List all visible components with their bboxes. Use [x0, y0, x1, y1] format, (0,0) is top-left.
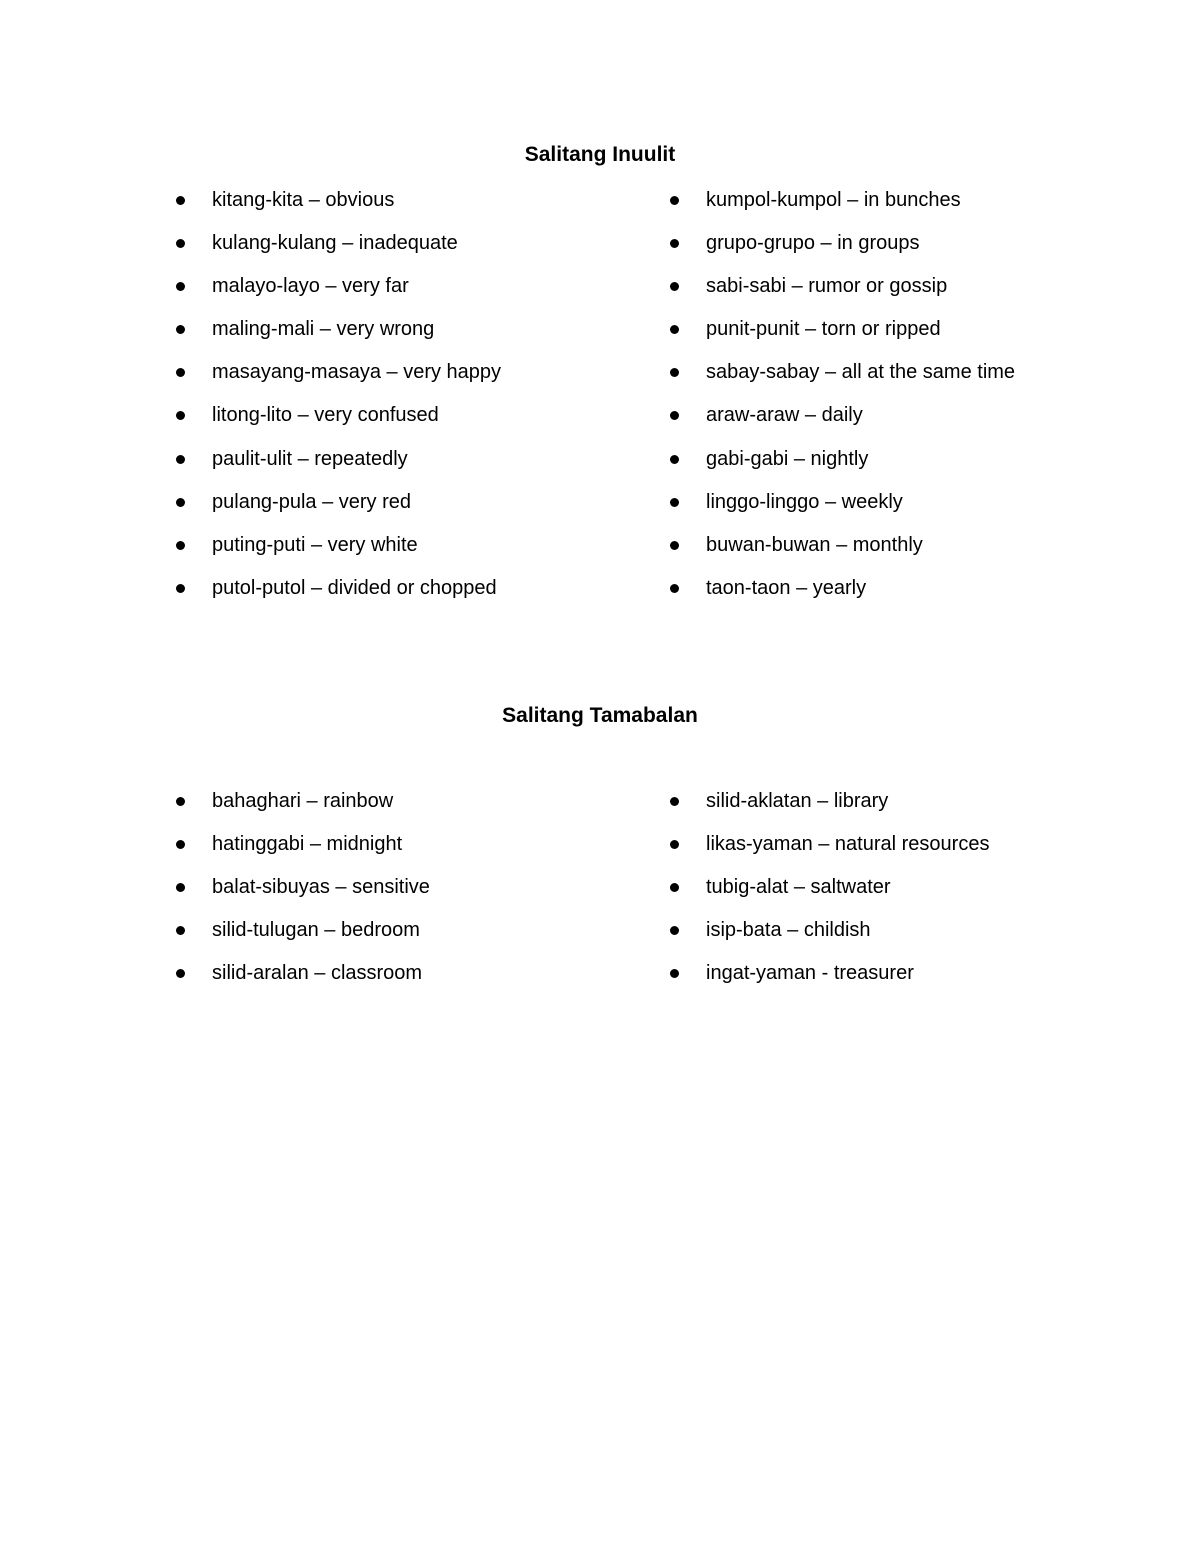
- list-item-text: buwan-buwan – monthly: [706, 533, 923, 556]
- list-item-text: grupo-grupo – in groups: [706, 232, 920, 255]
- list-item-text: maling-mali – very wrong: [212, 318, 435, 341]
- bullet-icon: [176, 883, 185, 892]
- list-item: [176, 229, 501, 272]
- list-item-text: kumpol-kumpol – in bunches: [706, 189, 961, 211]
- bullet-icon: [670, 411, 679, 420]
- list-item-text: litong-lito – very confused: [212, 404, 439, 427]
- list-item-text: putol-putol – divided or chopped: [212, 576, 497, 599]
- list-item: [176, 787, 430, 830]
- list-item: [670, 358, 1015, 401]
- list-item-text: sabay-sabay – all at the same time: [706, 361, 1016, 384]
- list-item-text: silid-tulugan – bedroom: [212, 919, 420, 941]
- bullet-icon: [176, 584, 185, 593]
- bullet-icon: [176, 541, 185, 550]
- list-item-text: isip-bata – childish: [706, 919, 871, 941]
- list-item: [176, 186, 501, 229]
- list-item: [176, 959, 430, 1002]
- list-item-text: kulang-kulang – inadequate: [212, 232, 458, 255]
- list-item-text: punit-punit – torn or ripped: [706, 318, 941, 341]
- list-item-text: gabi-gabi – nightly: [706, 447, 869, 470]
- list-item-text: paulit-ulit – repeatedly: [212, 447, 408, 470]
- list-item: [176, 401, 501, 444]
- list-item: [176, 830, 430, 873]
- bullet-icon: [670, 325, 679, 334]
- list-item: [670, 959, 989, 1002]
- list-item-text: silid-aklatan – library: [706, 790, 889, 812]
- list-item: [670, 315, 1015, 358]
- list-item-text: sabi-sabi – rumor or gossip: [706, 275, 948, 298]
- bullet-icon: [670, 239, 679, 248]
- list-item: [670, 916, 989, 959]
- list-item: [670, 531, 1015, 574]
- bullet-icon: [670, 926, 679, 935]
- list-item: [670, 229, 1015, 272]
- list-item: [670, 186, 1015, 229]
- bullet-icon: [176, 196, 185, 205]
- list-item-text: hatinggabi – midnight: [212, 833, 403, 855]
- list-item-text: linggo-linggo – weekly: [706, 490, 903, 513]
- bullet-icon: [670, 840, 679, 849]
- list-item: [176, 488, 501, 531]
- bullet-icon: [670, 883, 679, 892]
- list-item: [670, 830, 989, 873]
- bullet-icon: [176, 325, 185, 334]
- list-item: [176, 531, 501, 574]
- bullet-icon: [176, 455, 185, 464]
- word-list-left: [176, 186, 501, 617]
- bullet-icon: [176, 498, 185, 507]
- list-item-text: likas-yaman – natural resources: [706, 833, 990, 855]
- section-heading: Salitang Inuulit: [524, 143, 676, 166]
- list-item-text: taon-taon – yearly: [706, 576, 867, 599]
- list-item-text: araw-araw – daily: [706, 404, 863, 427]
- list-item: [670, 401, 1015, 444]
- list-item-text: ingat-yaman - treasurer: [706, 962, 914, 984]
- bullet-icon: [670, 196, 679, 205]
- list-item: [670, 574, 1015, 617]
- bullet-icon: [670, 455, 679, 464]
- list-item-text: bahaghari – rainbow: [212, 790, 394, 812]
- word-list-right: [670, 787, 989, 1002]
- bullet-icon: [670, 498, 679, 507]
- list-item: [176, 358, 501, 401]
- bullet-icon: [176, 239, 185, 248]
- list-item: [670, 873, 989, 916]
- bullet-icon: [176, 969, 185, 978]
- bullet-icon: [670, 584, 679, 593]
- list-item: [176, 272, 501, 315]
- list-item: [176, 873, 430, 916]
- bullet-icon: [670, 282, 679, 291]
- list-item: [670, 445, 1015, 488]
- bullet-icon: [176, 926, 185, 935]
- list-item-text: masayang-masaya – very happy: [212, 361, 502, 384]
- section-heading: Salitang Tamabalan: [502, 704, 698, 727]
- bullet-icon: [176, 797, 185, 806]
- list-item-text: kitang-kita – obvious: [212, 189, 395, 211]
- list-item: [176, 315, 501, 358]
- list-item: [670, 787, 989, 830]
- list-item-text: malayo-layo – very far: [212, 275, 409, 298]
- list-item: [670, 488, 1015, 531]
- list-item: [176, 916, 430, 959]
- list-item-text: puting-puti – very white: [212, 533, 418, 556]
- bullet-icon: [176, 411, 185, 420]
- list-item: [176, 445, 501, 488]
- list-item: [670, 272, 1015, 315]
- list-item-text: balat-sibuyas – sensitive: [212, 876, 430, 898]
- bullet-icon: [176, 368, 185, 377]
- word-list-right: [670, 186, 1015, 617]
- bullet-icon: [670, 969, 679, 978]
- list-item-text: pulang-pula – very red: [212, 490, 412, 513]
- list-item: [176, 574, 501, 617]
- list-item-text: silid-aralan – classroom: [212, 962, 423, 984]
- bullet-icon: [176, 840, 185, 849]
- bullet-icon: [176, 282, 185, 291]
- list-item-text: tubig-alat – saltwater: [706, 876, 891, 898]
- word-list-left: [176, 787, 430, 1002]
- bullet-icon: [670, 797, 679, 806]
- bullet-icon: [670, 541, 679, 550]
- bullet-icon: [670, 368, 679, 377]
